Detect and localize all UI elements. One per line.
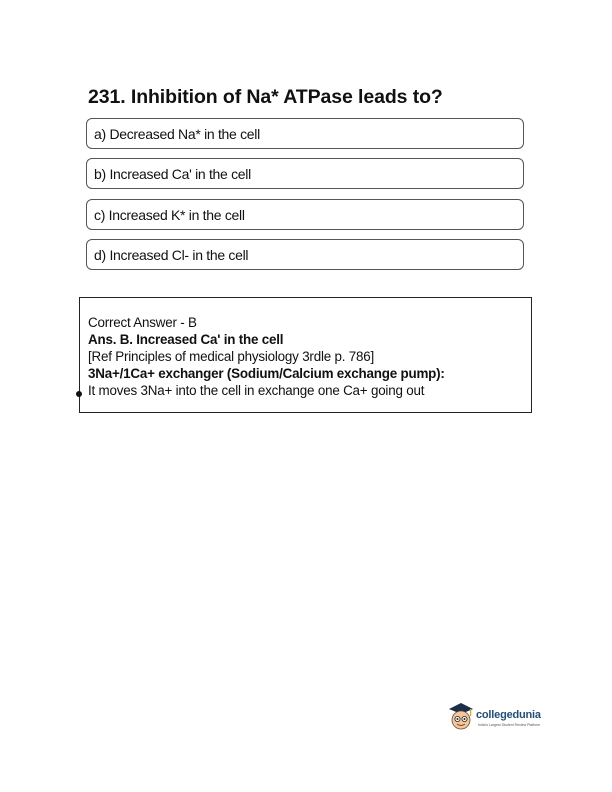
- option-d[interactable]: [86, 239, 524, 270]
- collegedunia-logo: [446, 700, 546, 734]
- bullet-icon: [76, 391, 82, 397]
- option-a-label: a) Decreased Na* in the cell: [94, 125, 260, 142]
- correct-answer-text: Correct Answer - B: [88, 315, 197, 330]
- answer-box: [79, 297, 532, 413]
- logo-tagline: India's Largest Student Review Platform: [478, 723, 541, 727]
- option-d-label: d) Increased Cl- in the cell: [94, 246, 249, 263]
- mascot-icon: [446, 700, 476, 732]
- option-b[interactable]: [86, 158, 524, 189]
- answer-explanation-title: Ans. B. Increased Ca' in the cell: [88, 332, 284, 347]
- option-a[interactable]: [86, 118, 524, 149]
- logo-name: collegedunia: [476, 709, 541, 721]
- option-b-label: b) Increased Ca' in the cell: [94, 165, 251, 182]
- bullet-text: It moves 3Na+ into the cell in exchange one Ca+ going out: [88, 383, 425, 398]
- reference-text: [Ref Principles of medical physiology 3rdle p. 786]: [88, 349, 375, 364]
- exchanger-heading: 3Na+/1Ca+ exchanger (Sodium/Calcium exchange pump):: [88, 366, 445, 381]
- question-title: 231. Inhibition of Na* ATPase leads to?: [88, 86, 443, 108]
- option-c-label: c) Increased K* in the cell: [94, 206, 245, 223]
- option-c[interactable]: [86, 199, 524, 230]
